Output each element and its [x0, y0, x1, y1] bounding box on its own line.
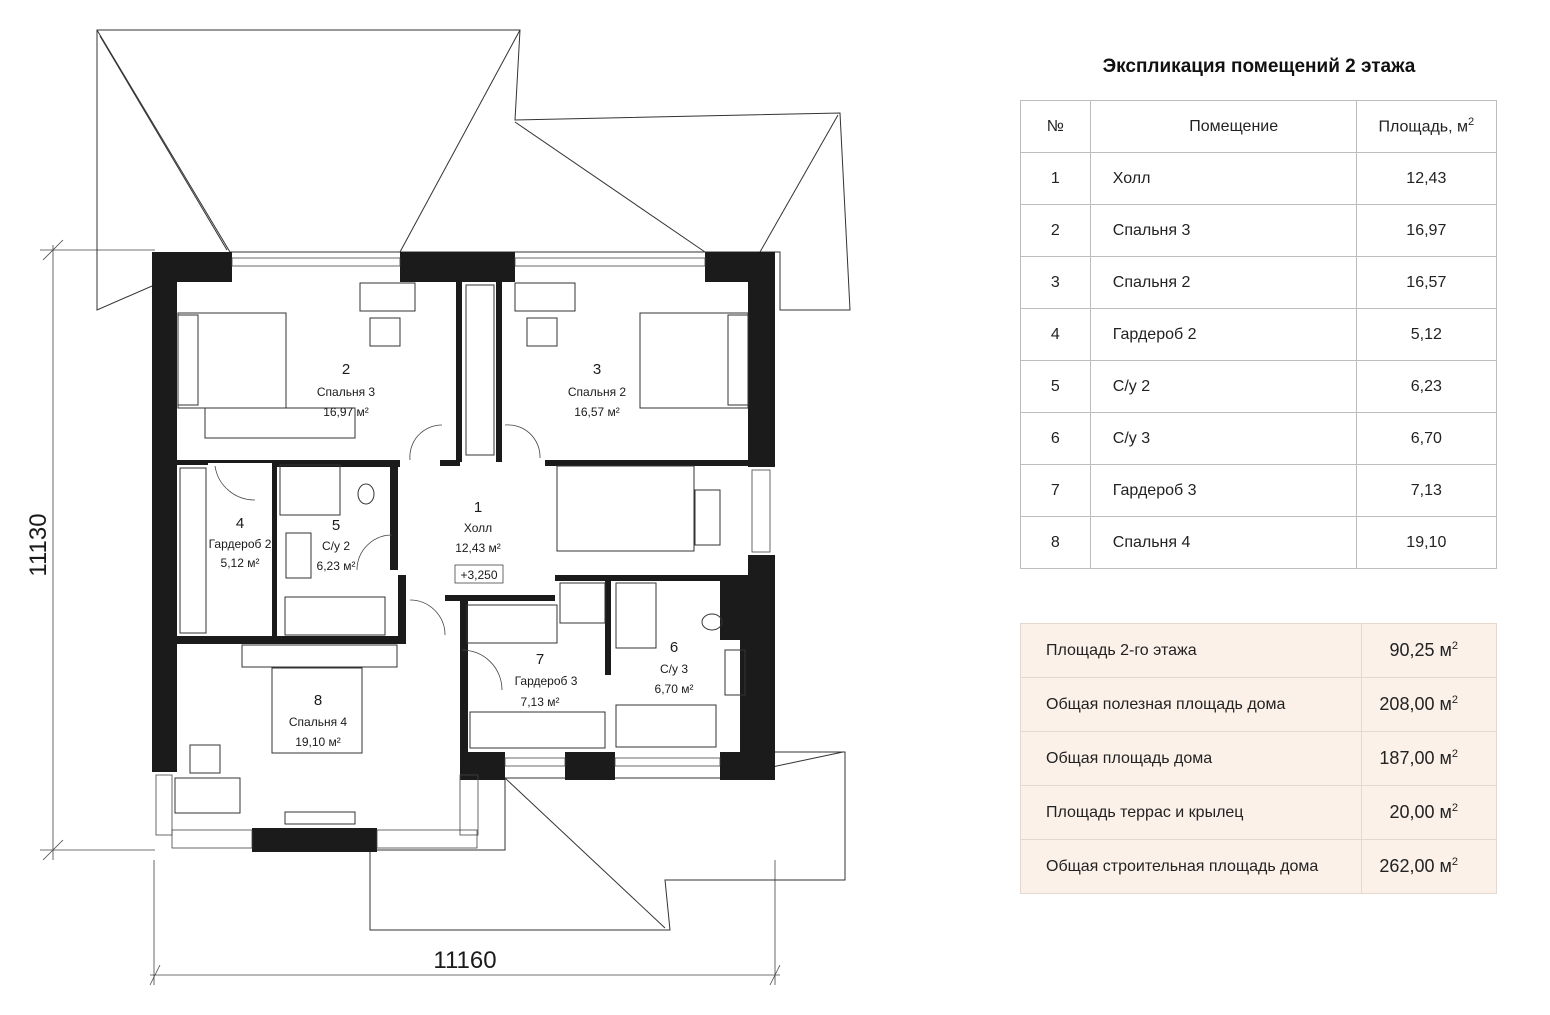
- totals-label: Площадь террас и крылец: [1021, 786, 1362, 840]
- svg-text:6,23 м²: 6,23 м²: [316, 559, 356, 573]
- header-num: №: [1021, 101, 1091, 153]
- totals-row: [1021, 786, 1497, 840]
- explication-panel: [1020, 50, 1498, 894]
- header-room: Помещение: [1090, 101, 1356, 153]
- row-room: С/у 3: [1090, 413, 1356, 465]
- room-label-8: [289, 692, 348, 749]
- svg-text:19,10 м²: 19,10 м²: [295, 735, 341, 749]
- table-row: [1021, 205, 1497, 257]
- row-room: С/у 2: [1090, 361, 1356, 413]
- totals-row: [1021, 840, 1497, 894]
- totals-value: 187,00 $м^2$: [1361, 732, 1496, 786]
- svg-text:6: 6: [669, 639, 679, 656]
- totals-value: 208,00 $м^2$: [1361, 678, 1496, 732]
- room-label-7: [515, 651, 578, 709]
- row-area: 6,23: [1356, 361, 1496, 413]
- row-room: Гардероб 3: [1090, 465, 1356, 517]
- dimension-vertical: 11130: [25, 513, 52, 577]
- svg-text:16,57 м²: 16,57 м²: [574, 405, 620, 419]
- row-num: 4: [1021, 309, 1091, 361]
- svg-text:6,70 м²: 6,70 м²: [654, 682, 694, 696]
- row-area: 16,57: [1356, 257, 1496, 309]
- room-label-6: [655, 639, 694, 696]
- svg-text:16,97 м²: 16,97 м²: [323, 405, 369, 419]
- rooms-table-header: [1021, 101, 1497, 153]
- svg-text:Спальня 3: Спальня 3: [316, 385, 376, 399]
- svg-text:2: 2: [341, 361, 351, 378]
- table-row: [1021, 257, 1497, 309]
- svg-text:1: 1: [473, 499, 483, 516]
- table-row: [1021, 465, 1497, 517]
- level-mark: +3,250: [460, 568, 498, 582]
- totals-label: Общая строительная площадь дома: [1021, 840, 1362, 894]
- row-num: 7: [1021, 465, 1091, 517]
- totals-label: Общая полезная площадь дома: [1021, 678, 1362, 732]
- row-num: 8: [1021, 517, 1091, 569]
- room-label-1: [455, 499, 503, 583]
- totals-label: Общая площадь дома: [1021, 732, 1362, 786]
- table-row: [1021, 153, 1497, 205]
- table-row: [1021, 517, 1497, 569]
- room-label-3: [568, 361, 627, 419]
- svg-text:4: 4: [235, 515, 245, 532]
- svg-text:Гардероб 2: Гардероб 2: [208, 537, 272, 551]
- dimension-lines: [40, 240, 780, 985]
- totals-value: 90,25 $м^2$: [1361, 624, 1496, 678]
- row-num: 2: [1021, 205, 1091, 257]
- row-area: 5,12: [1356, 309, 1496, 361]
- svg-text:С/у 3: С/у 3: [659, 662, 689, 676]
- roof-outlines: [97, 30, 850, 930]
- room-label-5: [317, 517, 356, 573]
- table-row: [1021, 309, 1497, 361]
- row-num: 3: [1021, 257, 1091, 309]
- svg-text:Холл: Холл: [463, 521, 493, 535]
- svg-text:Спальня 2: Спальня 2: [567, 385, 627, 399]
- svg-text:5,12 м²: 5,12 м²: [220, 556, 260, 570]
- rooms-table: [1020, 100, 1497, 569]
- totals-label: Площадь 2-го этажа: [1021, 624, 1362, 678]
- totals-value: 262,00 $м^2$: [1361, 840, 1496, 894]
- totals-row: [1021, 624, 1497, 678]
- svg-text:С/у 2: С/у 2: [321, 539, 351, 553]
- dimension-horizontal: 11160: [433, 947, 497, 974]
- svg-text:3: 3: [592, 361, 602, 378]
- explication-title: Экспликация помещений 2 этажа: [1102, 56, 1416, 77]
- row-room: Спальня 4: [1090, 517, 1356, 569]
- svg-text:Гардероб 3: Гардероб 3: [514, 674, 578, 688]
- svg-text:12,43 м²: 12,43 м²: [455, 541, 501, 555]
- totals-row: [1021, 732, 1497, 786]
- row-num: 5: [1021, 361, 1091, 413]
- row-room: Холл: [1090, 153, 1356, 205]
- row-room: Спальня 3: [1090, 205, 1356, 257]
- row-num: 1: [1021, 153, 1091, 205]
- svg-text:7: 7: [535, 651, 545, 668]
- totals-table: [1020, 623, 1497, 894]
- row-room: Гардероб 2: [1090, 309, 1356, 361]
- totals-value: 20,00 $м^2$: [1361, 786, 1496, 840]
- table-row: [1021, 413, 1497, 465]
- table-row: [1021, 361, 1497, 413]
- row-area: 19,10: [1356, 517, 1496, 569]
- row-area: 12,43: [1356, 153, 1496, 205]
- svg-text:8: 8: [313, 692, 323, 709]
- svg-text:5: 5: [331, 517, 341, 534]
- header-area: Площадь, $м^2$: [1356, 101, 1496, 153]
- room-label-2: [317, 361, 376, 419]
- row-area: 6,70: [1356, 413, 1496, 465]
- svg-text:7,13 м²: 7,13 м²: [520, 695, 560, 709]
- row-area: 7,13: [1356, 465, 1496, 517]
- totals-row: [1021, 678, 1497, 732]
- row-num: 6: [1021, 413, 1091, 465]
- row-room: Спальня 2: [1090, 257, 1356, 309]
- room-label-4: [209, 515, 272, 570]
- row-area: 16,97: [1356, 205, 1496, 257]
- svg-text:Спальня 4: Спальня 4: [288, 715, 348, 729]
